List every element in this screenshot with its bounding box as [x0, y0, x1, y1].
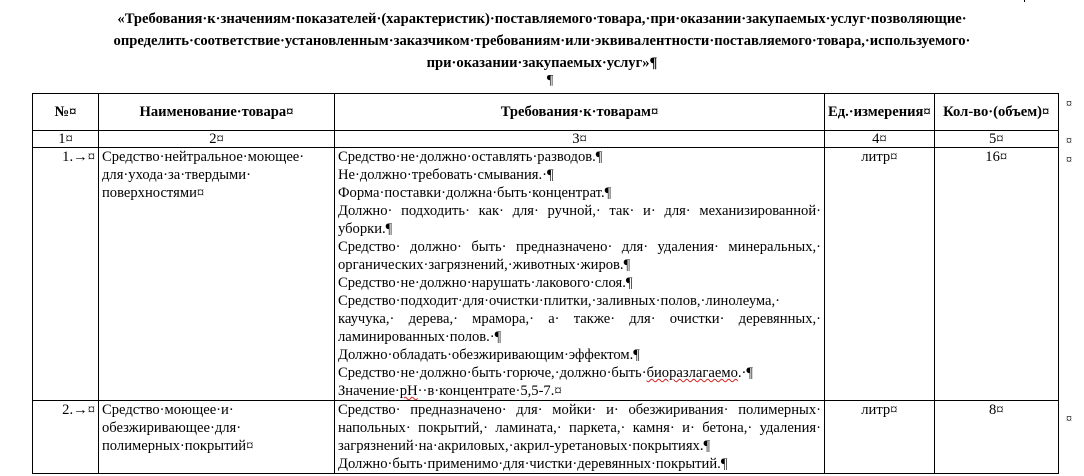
requirement-line: Средство·не·должно·оставлять·разводов.¶: [338, 149, 603, 165]
requirements-table: [32, 93, 1059, 474]
requirement-line: Средство·подходит·для·очистки·плитки,·заливных·полов,·линолеума,· каучука,· дерева,· мрамора,· а· также· для· очистки· деревянных,· ламинированных·полов.·¶: [338, 293, 821, 345]
requirement-line: Должно·обладать·обезжиривающим·эффектом.¶: [338, 347, 640, 363]
empty-paragraph-mark: ¶: [546, 73, 554, 88]
header-requirements: Требования·к·товарам¤: [335, 94, 825, 131]
row-end-mark: ¤: [1066, 411, 1072, 425]
table-row: [33, 401, 1059, 474]
requirement-line: Не·должно·требовать·смывания.·¶: [338, 167, 554, 183]
requirement-text: .·¶: [737, 365, 753, 381]
header-unit: Ед.·измерения¤: [825, 94, 935, 131]
page-corner-mark: [1024, 0, 1031, 2]
product-name: Средство·моющее·и· обезжиривающее·для· полимерных·покрытий¤: [99, 401, 335, 474]
product-name: Средство·нейтральное·моющее· для·ухода·за·твердыми· поверхностями¤: [99, 148, 335, 401]
table-header-row: [33, 94, 1059, 131]
quantity: 8¤: [934, 401, 1058, 474]
column-number: 1¤: [33, 131, 99, 148]
requirement-line: Средство· должно· быть· предназначено· для· удаления· минеральных,· органических·загрязнений,·животных·жиров.¶: [338, 239, 821, 273]
row-number: 1.→¤: [33, 148, 99, 401]
requirement-line: [338, 364, 821, 382]
quantity: 16¤: [934, 148, 1058, 401]
requirement-line: Должно· подходить· как· для· ручной,· так· и· для· механизированной· уборки.¶: [338, 203, 821, 237]
requirement-text: Значение·: [338, 383, 400, 399]
row-end-mark: ¤: [1066, 96, 1072, 110]
document-heading: [40, 8, 1044, 74]
column-number: 2¤: [99, 131, 335, 148]
header-qty: Кол-во·(объем)¤: [934, 94, 1058, 131]
column-number: 4¤: [825, 131, 935, 148]
table-row: [33, 148, 1059, 401]
requirement-text: Средство·не·должно·быть·горюче,·должно·быть·: [338, 365, 647, 381]
requirement-line: Средство· предназначено· для· мойки· и· обезжиривания· полимерных· напольных· покрытий,· ламината,· паркета,· камня· и· бетона,· удаления· загрязнений·на·акриловых,·акрил-уретановых·покрытиях.¶: [338, 402, 821, 454]
requirement-line: [338, 382, 821, 400]
column-number-row: [33, 131, 1059, 148]
requirement-line: Средство·не·должно·нарушать·лакового·слоя.¶: [338, 275, 633, 291]
heading-line: «Требования·к·значениям·показателей·(характеристик)·поставляемого·товара,·при·оказании·закупаемых·услуг·позволяющие·: [117, 11, 967, 27]
unit-of-measure: литр¤: [825, 148, 935, 401]
header-name: Наименование·товара¤: [99, 94, 335, 131]
spellcheck-word: pH: [399, 383, 418, 399]
unit-of-measure: литр¤: [825, 401, 935, 474]
heading-line: определить·соответствие·установленным·заказчиком·требованиям·или·эквивалентности·поставляемого·товара,·используемого·: [113, 33, 971, 49]
column-number: 3¤: [335, 131, 825, 148]
requirement-text: ··в·концентрате·5,5-7.¤: [417, 383, 562, 399]
row-end-mark: ¤: [1066, 133, 1072, 147]
requirement-line: Должно·быть·применимо·для·чистки·деревянных·покрытий.¶: [338, 456, 728, 472]
row-number: 2.→¤: [33, 401, 99, 474]
spellcheck-word: биоразлагаемо: [646, 365, 738, 381]
requirement-line: Форма·поставки·должна·быть·концентрат.¶: [338, 185, 612, 201]
product-requirements: [335, 148, 825, 401]
header-num: №¤: [33, 94, 99, 131]
heading-line: при·оказании·закупаемых·услуг»¶: [426, 55, 658, 71]
column-number: 5¤: [934, 131, 1058, 148]
product-requirements: [335, 401, 825, 474]
row-end-mark: ¤: [1066, 152, 1072, 166]
